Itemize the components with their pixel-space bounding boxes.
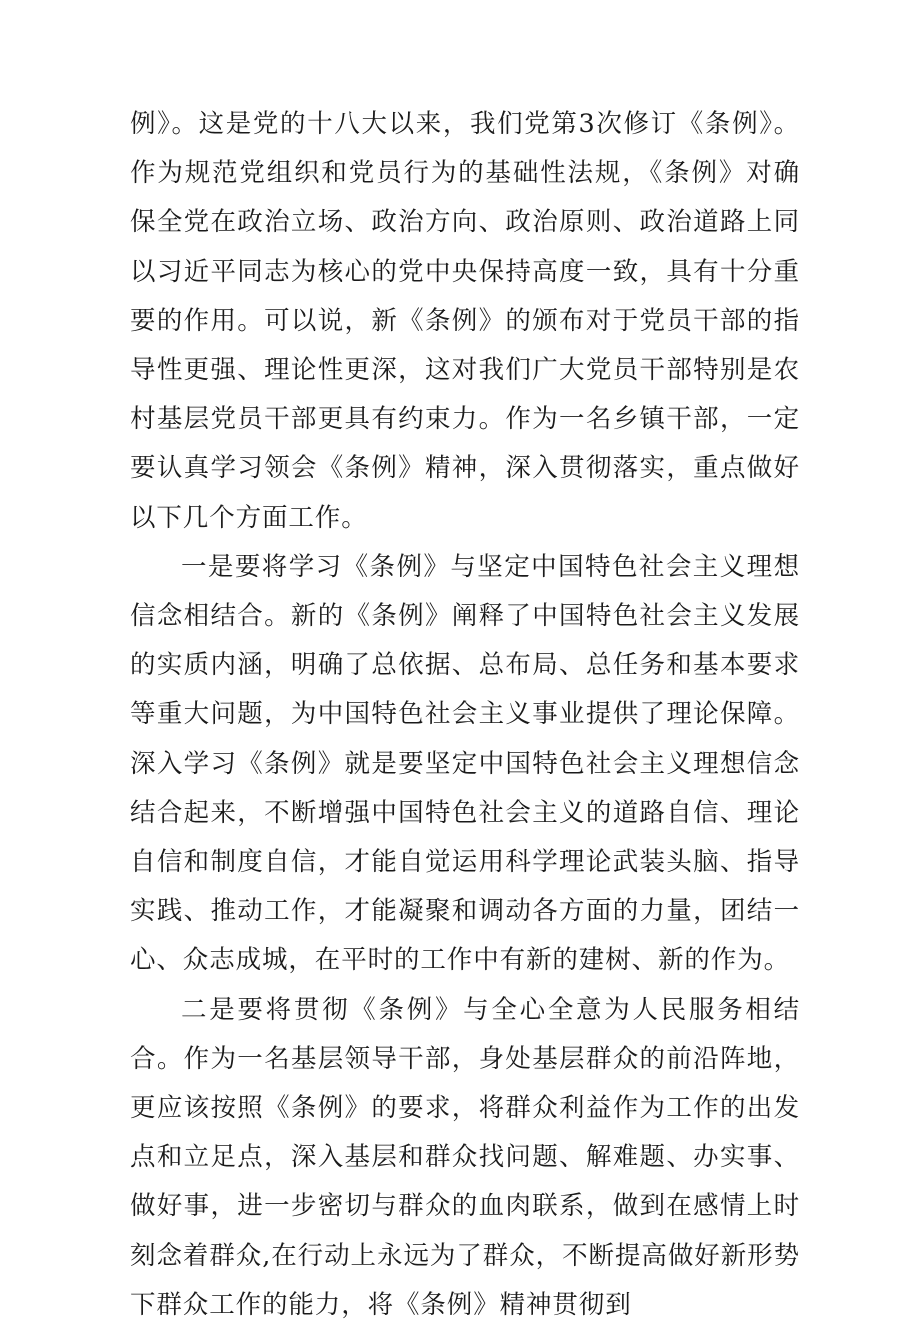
document-body <box>130 100 800 1330</box>
paragraph-point-one: 一是要将学习《条例》与坚定中国特色社会主义理想信念相结合。新的《条例》阐释了中国特色社会主义发展的实质内涵，明确了总依据、总布局、总任务和基本要求等重大问题，为中国特色社会主义事业提供了理论保障。深入学习《条例》就是要坚定中国特色社会主义理想信念结合起来，不断增强中国特色社会主义的道路自信、理论自信和制度自信，才能自觉运用科学理论武装头脑、指导实践、推动工作，才能凝聚和调动各方面的力量，团结一心、众志成城，在平时的工作中有新的建树、新的作为。 <box>130 551 800 976</box>
paragraph-intro-continuation: 例》。这是党的十八大以来，我们党第3次修订《条例》。作为规范党组织和党员行为的基础性法规，《条例》对确保全党在政治立场、政治方向、政治原则、政治道路上同以习近平同志为核心的党中央保持高度一致，具有十分重要的作用。可以说，新《条例》的颁布对于党员干部的指导性更强、理论性更深，这对我们广大党员干部特别是农村基层党员干部更具有约束力。作为一名乡镇干部，一定要认真学习领会《条例》精神，深入贯彻落实，重点做好以下几个方面工作。 <box>130 109 800 533</box>
paragraph-point-two: 二是要将贯彻《条例》与全心全意为人民服务相结合。作为一名基层领导干部，身处基层群众的前沿阵地，更应该按照《条例》的要求，将群众利益作为工作的出发点和立足点，深入基层和群众找问题、解难题、办实事、做好事，进一步密切与群众的血肉联系，做到在感情上时刻念着群众,在行动上永远为了群众，不断提高做好新形势下群众工作的能力，将《条例》精神贯彻到 <box>130 994 800 1320</box>
